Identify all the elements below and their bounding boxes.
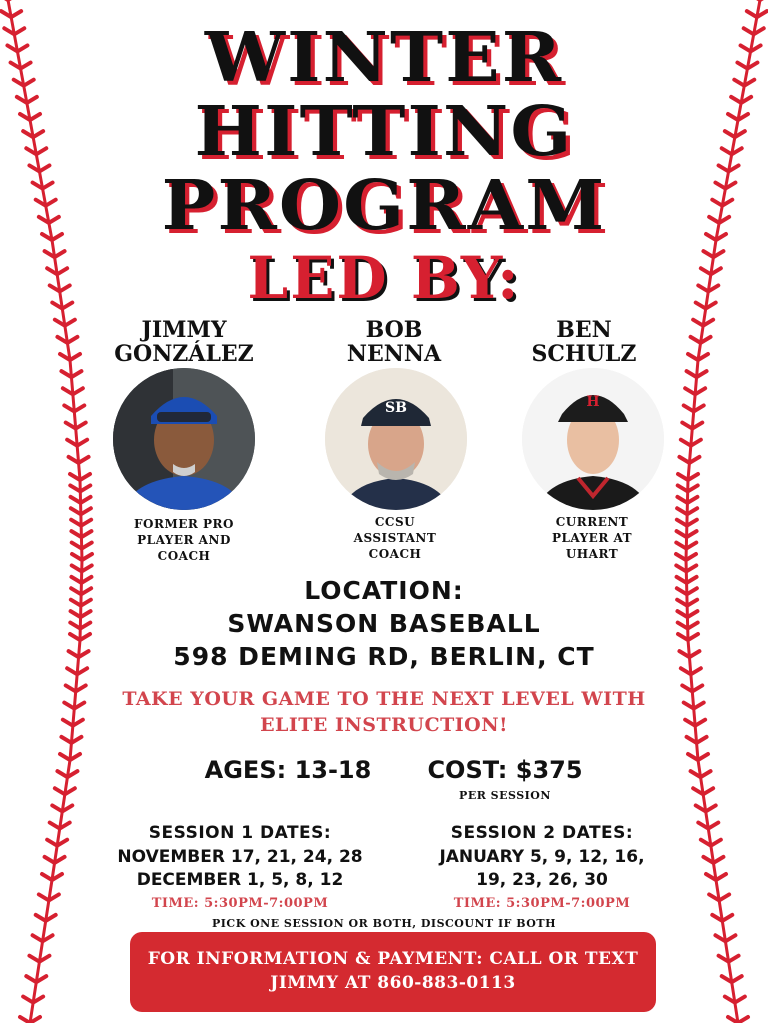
coach-2-role (315, 514, 475, 562)
coach-3-role-line-2: PLAYER AT (551, 531, 633, 545)
session-1-dates (90, 846, 390, 892)
coach-1-photo (113, 368, 255, 510)
coach-3-role-line-1: CURRENT (555, 515, 629, 529)
ages-text: AGES: 13-18 (204, 756, 372, 784)
coach-2-role-line-3: COACH (368, 547, 422, 561)
cost-text: COST: $375 (427, 756, 583, 784)
title-line-3: PROGRAM (161, 166, 607, 246)
contact-line-1: FOR INFORMATION & PAYMENT: CALL OR TEXT (147, 949, 639, 969)
coach-1-role-line-3: COACH (157, 549, 211, 563)
contact-banner (130, 932, 656, 1012)
location-address: 598 DEMING RD, BERLIN, CT (173, 642, 595, 671)
session-2-dates (392, 846, 692, 892)
location-label: LOCATION: (304, 576, 464, 605)
coach-1-name (94, 318, 274, 366)
coach-2-cap-logo: SB (385, 400, 407, 416)
coach-3-cap-logo: H (586, 394, 600, 410)
coach-3-role-line-3: UHART (565, 547, 619, 561)
coach-2-first-name: BOB (365, 317, 423, 343)
coach-1-role-line-1: FORMER PRO (134, 517, 234, 531)
coach-3-first-name: BEN (556, 317, 612, 343)
discount-note: PICK ONE SESSION OR BOTH, DISCOUNT IF BOTH (212, 917, 556, 930)
session-1-title: SESSION 1 DATES: (148, 823, 332, 843)
title-line-1: WINTER (204, 18, 564, 98)
coach-1-first-name: JIMMY (141, 317, 227, 343)
coach-2-role-line-1: CCSU (374, 515, 416, 529)
coach-3-last-name: SCHULZ (531, 341, 637, 367)
coach-1-last-name: GONZÁLEZ (114, 341, 254, 367)
coach-1-role (104, 516, 264, 564)
led-by-heading: LED BY: (247, 244, 521, 312)
coach-3-name (494, 318, 674, 366)
coach-3-role (512, 514, 672, 562)
session-2-title: SESSION 2 DATES: (450, 823, 634, 843)
tagline-line-2: ELITE INSTRUCTION! (260, 714, 508, 736)
session-2-dates-line-2: 19, 23, 26, 30 (476, 870, 608, 890)
session-1-time: TIME: 5:30PM-7:00PM (151, 896, 329, 911)
session-2-time: TIME: 5:30PM-7:00PM (453, 896, 631, 911)
coach-2-name (304, 318, 484, 366)
coach-2-last-name: NENNA (346, 341, 442, 367)
session-2-dates-line-1: JANUARY 5, 9, 12, 16, (439, 847, 645, 867)
coach-2-role-line-2: ASSISTANT (353, 531, 437, 545)
title-line-2: HITTING (194, 92, 574, 172)
coach-2-photo (325, 368, 467, 510)
coach-1-role-line-2: PLAYER AND (137, 533, 231, 547)
coach-3-photo (522, 368, 664, 510)
cost-note: PER SESSION (459, 789, 551, 802)
location-name: SWANSON BASEBALL (227, 609, 541, 638)
session-1-dates-line-2: DECEMBER 1, 5, 8, 12 (136, 870, 344, 890)
contact-banner-text (130, 932, 656, 995)
contact-line-2: JIMMY AT 860-883-0113 (270, 973, 516, 993)
tagline (90, 686, 678, 738)
tagline-line-1: TAKE YOUR GAME TO THE NEXT LEVEL WITH (122, 688, 646, 710)
session-1-dates-line-1: NOVEMBER 17, 21, 24, 28 (117, 847, 363, 867)
